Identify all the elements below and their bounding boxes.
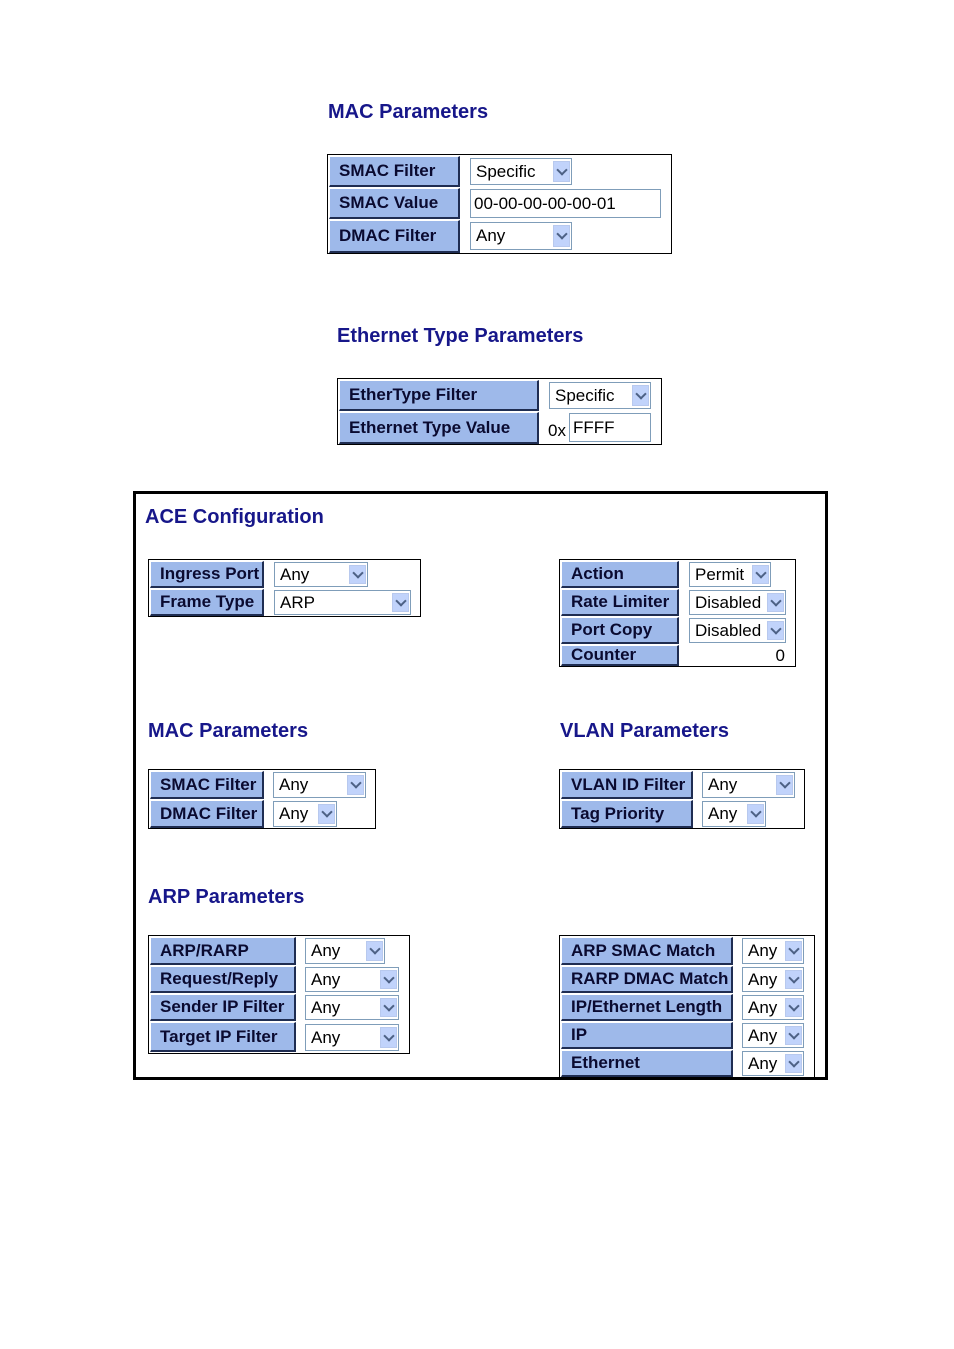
chevron-down-icon[interactable] [380,970,397,989]
tag-priority-value: Any [708,804,738,823]
arp-rarp-value: Any [311,941,341,960]
smac-value-text: 00-00-00-00-00-01 [474,193,616,213]
arp-smac-match-label: ARP SMAC Match [561,937,733,965]
ethernet-type-table [337,378,662,445]
chevron-down-icon[interactable] [553,225,570,247]
vlan-id-filter-value: Any [708,775,738,794]
port-copy-label: Port Copy [561,617,679,644]
action-select[interactable] [689,562,771,587]
smac-value-label: SMAC Value [329,188,460,219]
rarp-dmac-match-value: Any [748,969,778,989]
ace-port-frame-table [148,559,421,617]
ethernet-type-value-label: Ethernet Type Value [339,412,539,444]
sender-ip-filter-label: Sender IP Filter [150,994,296,1021]
vlan-parameters-table [559,769,805,829]
port-copy-value: Disabled [695,620,762,640]
chevron-down-icon[interactable] [747,804,764,824]
target-ip-filter-label: Target IP Filter [150,1022,296,1052]
chevron-down-icon[interactable] [785,998,802,1017]
rarp-dmac-match-label: RARP DMAC Match [561,966,733,993]
ethernet-type-parameters-title: Ethernet Type Parameters [337,325,584,347]
frame-type-value: ARP [280,592,315,612]
ethernet-type-value-input[interactable] [569,413,651,442]
rarp-dmac-match-select[interactable] [742,967,804,992]
hex-prefix: 0x [548,421,566,440]
ip-select[interactable] [742,1023,804,1048]
chevron-down-icon[interactable] [785,1026,802,1045]
arp-parameters-right-table [559,935,815,1077]
smac-filter-label: SMAC Filter [329,156,460,187]
ingress-port-select[interactable] [274,562,368,587]
chevron-down-icon[interactable] [767,621,784,640]
chevron-down-icon[interactable] [785,941,802,961]
arp-rarp-select[interactable] [305,938,385,964]
ingress-port-label: Ingress Port [150,561,264,588]
arp-smac-match-value: Any [748,941,778,960]
ace-dmac-filter-select[interactable] [273,801,337,827]
smac-filter-value: Specific [476,161,536,181]
ace-smac-filter-select[interactable] [273,772,366,798]
chevron-down-icon[interactable] [392,593,409,612]
smac-filter-select[interactable] [470,158,572,185]
ethernet-type-value-text: FFFF [573,417,615,437]
ace-mac-parameters-table [148,769,376,829]
rate-limiter-select[interactable] [689,590,786,615]
vlan-parameters-title: VLAN Parameters [560,720,729,742]
ingress-port-value: Any [280,564,310,584]
dmac-filter-select[interactable] [470,222,572,250]
counter-value: 0 [775,646,785,665]
sender-ip-filter-select[interactable] [305,995,399,1020]
chevron-down-icon[interactable] [767,593,784,612]
chevron-down-icon[interactable] [785,1054,802,1073]
mac-parameters-title: MAC Parameters [328,101,489,123]
request-reply-label: Request/Reply [150,966,296,993]
tag-priority-label: Tag Priority [561,800,693,828]
frame-type-label: Frame Type [150,589,264,616]
target-ip-filter-select[interactable] [305,1024,399,1051]
smac-value-input[interactable] [470,189,661,218]
ace-action-table [559,559,796,667]
arp-parameters-title: ARP Parameters [148,886,305,908]
rate-limiter-label: Rate Limiter [561,589,679,616]
sender-ip-filter-value: Any [311,997,341,1017]
dmac-filter-label: DMAC Filter [329,220,460,253]
ace-smac-filter-label: SMAC Filter [150,771,264,799]
chevron-down-icon[interactable] [347,775,364,795]
vlan-id-filter-select[interactable] [702,772,795,798]
chevron-down-icon[interactable] [776,775,793,795]
dmac-filter-value: Any [476,226,506,245]
ace-dmac-filter-value: Any [279,804,309,823]
ace-smac-filter-value: Any [279,775,309,794]
ip-value: Any [748,1025,778,1045]
chevron-down-icon[interactable] [349,565,366,584]
ace-dmac-filter-label: DMAC Filter [150,800,264,828]
arp-parameters-left-table [148,935,410,1054]
ethertype-filter-label: EtherType Filter [339,380,539,411]
ip-ethernet-length-select[interactable] [742,995,804,1020]
counter-label: Counter [561,645,679,666]
request-reply-select[interactable] [305,967,399,992]
ip-ethernet-length-value: Any [748,997,778,1017]
target-ip-filter-value: Any [311,1027,341,1047]
mac-parameters-table [327,154,672,254]
chevron-down-icon[interactable] [785,970,802,989]
ace-mac-parameters-title: MAC Parameters [148,720,309,742]
vlan-id-filter-label: VLAN ID Filter [561,771,693,799]
rate-limiter-value: Disabled [695,592,762,612]
chevron-down-icon[interactable] [380,998,397,1017]
chevron-down-icon[interactable] [553,161,570,182]
tag-priority-select[interactable] [702,801,766,827]
ethernet-select[interactable] [742,1051,804,1076]
ethertype-filter-value: Specific [555,385,615,405]
frame-type-select[interactable] [274,590,411,615]
chevron-down-icon[interactable] [366,941,383,961]
action-value: Permit [695,564,745,584]
ethernet-label: Ethernet [561,1050,733,1077]
port-copy-select[interactable] [689,618,786,643]
ethernet-value: Any [748,1053,778,1073]
ip-label: IP [561,1022,733,1049]
action-label: Action [561,561,679,588]
ethertype-filter-select[interactable] [549,382,651,409]
ace-configuration-title: ACE Configuration [145,506,324,528]
chevron-down-icon[interactable] [752,565,769,584]
request-reply-value: Any [311,969,341,989]
chevron-down-icon[interactable] [380,1027,397,1048]
arp-rarp-label: ARP/RARP [150,937,296,965]
ip-ethernet-length-label: IP/Ethernet Length [561,994,733,1021]
chevron-down-icon[interactable] [318,804,335,824]
arp-smac-match-select[interactable] [742,938,804,964]
chevron-down-icon[interactable] [632,385,649,406]
